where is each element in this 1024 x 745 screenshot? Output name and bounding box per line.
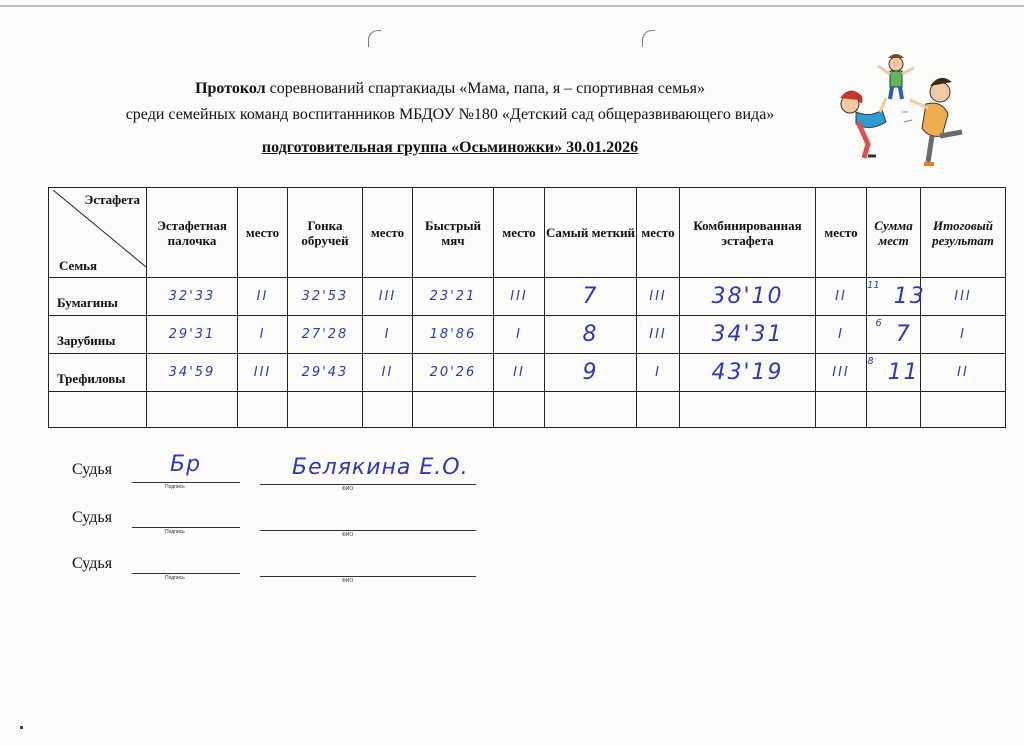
relay-time: 34'59 xyxy=(147,354,238,392)
family-name: Трефиловы xyxy=(49,354,147,392)
ball-place: II xyxy=(494,354,545,392)
signature-line xyxy=(132,573,240,574)
signature-caption: Подпись xyxy=(165,575,185,581)
col-header-place: место xyxy=(494,188,545,278)
col-header-place: место xyxy=(816,188,867,278)
sum-note: 11 xyxy=(867,280,880,291)
corner-label-relay: Эстафета xyxy=(84,192,140,207)
accurate-score: 9 xyxy=(545,354,637,392)
hoop-place: I xyxy=(363,316,413,354)
col-header-combined-relay: Комбинированная эстафета xyxy=(680,188,816,278)
name-caption: ФИО xyxy=(342,578,354,584)
empty-cell xyxy=(363,392,413,428)
empty-cell xyxy=(413,392,494,428)
signature-caption: Подпись xyxy=(165,484,185,490)
signature-line xyxy=(132,527,240,528)
combined-time: 43'19 xyxy=(680,354,816,392)
col-header-relay: Эстафетная палочка xyxy=(147,188,238,278)
scan-dot xyxy=(20,726,23,729)
relay-place: I xyxy=(238,316,288,354)
ball-place: III xyxy=(494,278,545,316)
judge-label: Судья xyxy=(72,461,113,478)
name-caption: ФИО xyxy=(342,532,354,538)
col-header-place: место xyxy=(637,188,680,278)
page-top-edge xyxy=(0,5,1024,7)
group-and-date: подготовительная группа «Осьминожки» 30.01.2026 xyxy=(261,139,639,156)
protocol-title-bold: Протокол xyxy=(195,80,266,97)
empty-cell xyxy=(545,392,637,428)
empty-cell xyxy=(921,392,1006,428)
accurate-score: 7 xyxy=(545,278,637,316)
combined-time: 38'10 xyxy=(680,278,816,316)
empty-cell xyxy=(288,392,363,428)
sum-value: 11 xyxy=(887,360,920,385)
col-header-sum-places: Сумма мест xyxy=(867,188,921,278)
ball-time: 23'21 xyxy=(413,278,494,316)
table-row-empty xyxy=(49,392,1006,428)
name-line xyxy=(260,530,476,531)
sum-note: 6 xyxy=(875,318,882,329)
name-line xyxy=(260,576,476,577)
hoop-place: II xyxy=(363,354,413,392)
sum-places xyxy=(867,316,921,354)
scan-mark-right xyxy=(642,30,655,47)
sport-family-illustration xyxy=(828,52,978,172)
sum-value: 13 xyxy=(893,284,926,309)
family-name: Бумагины xyxy=(49,278,147,316)
empty-cell xyxy=(680,392,816,428)
signature-line xyxy=(132,482,240,483)
ball-place: I xyxy=(494,316,545,354)
combined-place: II xyxy=(816,278,867,316)
col-header-final-result: Итоговый результат xyxy=(921,188,1006,278)
name-caption: ФИО xyxy=(342,486,354,492)
name-line xyxy=(260,484,476,485)
judge-label: Судья xyxy=(72,555,113,572)
sum-value: 7 xyxy=(895,322,912,347)
protocol-title xyxy=(0,80,900,98)
ball-time: 20'26 xyxy=(413,354,494,392)
col-header-most-accurate: Самый меткий xyxy=(545,188,637,278)
protocol-subtitle: среди семейных команд воспитанников МБДОУ №180 «Детский сад общеразвивающего вида» xyxy=(125,106,775,123)
col-header-place: место xyxy=(238,188,288,278)
family-name: Зарубины xyxy=(49,316,147,354)
relay-place: II xyxy=(238,278,288,316)
relay-time: 29'31 xyxy=(147,316,238,354)
header-corner-cell xyxy=(49,188,147,278)
judge-signature: Бр xyxy=(170,452,202,477)
accurate-place: III xyxy=(637,278,680,316)
empty-cell xyxy=(637,392,680,428)
signature-caption: Подпись xyxy=(165,529,185,535)
ball-time: 18'86 xyxy=(413,316,494,354)
hoop-place: III xyxy=(363,278,413,316)
sum-places xyxy=(867,354,921,392)
accurate-score: 8 xyxy=(545,316,637,354)
judge-name: Белякина Е.О. xyxy=(292,455,469,480)
table-row xyxy=(49,278,1006,316)
final-result: III xyxy=(921,278,1006,316)
table-row xyxy=(49,354,1006,392)
results-table xyxy=(48,187,1006,428)
scan-mark-left xyxy=(368,30,381,47)
combined-place: I xyxy=(816,316,867,354)
hoop-time: 32'53 xyxy=(288,278,363,316)
empty-cell xyxy=(494,392,545,428)
accurate-place: I xyxy=(637,354,680,392)
accurate-place: III xyxy=(637,316,680,354)
table-header-row xyxy=(49,188,1006,278)
protocol-title-rest: соревнований спартакиады «Мама, папа, я – спортивная семья» xyxy=(265,80,705,97)
empty-cell xyxy=(238,392,288,428)
corner-label-family: Семья xyxy=(59,258,98,273)
empty-cell xyxy=(49,392,147,428)
combined-place: III xyxy=(816,354,867,392)
sum-places xyxy=(867,278,926,316)
final-result: II xyxy=(921,354,1006,392)
sum-note: 8 xyxy=(867,356,874,367)
hoop-time: 27'28 xyxy=(288,316,363,354)
combined-time: 34'31 xyxy=(680,316,816,354)
judge-label: Судья xyxy=(72,509,113,526)
empty-cell xyxy=(816,392,867,428)
table-row xyxy=(49,316,1006,354)
empty-cell xyxy=(147,392,238,428)
hoop-time: 29'43 xyxy=(288,354,363,392)
col-header-place: место xyxy=(363,188,413,278)
empty-cell xyxy=(867,392,921,428)
relay-place: III xyxy=(238,354,288,392)
final-result: I xyxy=(921,316,1006,354)
col-header-hoop-race: Гонка обручей xyxy=(288,188,363,278)
col-header-fast-ball: Быстрый мяч xyxy=(413,188,494,278)
relay-time: 32'33 xyxy=(147,278,238,316)
